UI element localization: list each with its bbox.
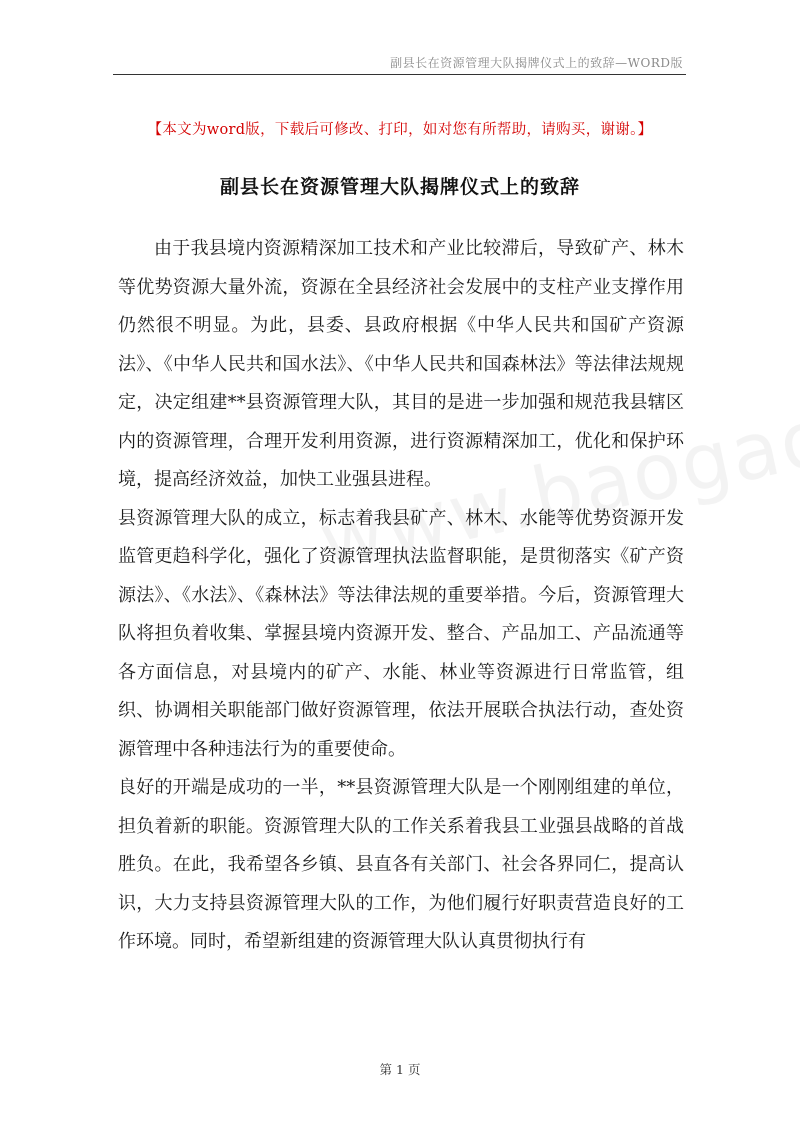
document-title: 副县长在资源管理大队揭牌仪式上的致辞 [219, 176, 580, 198]
paragraph-1: 由于我县境内资源精深加工技术和产业比较滞后，导致矿产、林木等优势资源大量外流，资源在全县经济社会发展中的支柱产业支撑作用仍然很不明显。为此，县委、县政府根据《中华人民共和国矿产资源法》、《中华人民共和国水法》、《中华人民共和国森林法》等法律法规规定，决定组建**县资源管理大队，其目的是进一步加强和规范我县辖区内的资源管理，合理开发利用资源，进行资源精深加工，优化和保护环境，提高经济效益，加快工业强县进程。 [118, 238, 684, 490]
paragraph-3: 良好的开端是成功的一半，**县资源管理大队是一个刚刚组建的单位，担负着新的职能。资源管理大队的工作关系着我县工业强县战略的首战胜负。在此，我希望各乡镇、县直各有关部门、社会各界同仁，提高认识，大力支持县资源管理大队的工作，为他们履行好职责营造良好的工作环境。同时，希望新组建的资源管理大队认真贯彻执行有 [118, 777, 684, 952]
header-title: 副县长在资源管理大队揭牌仪式上的致辞—WORD版 [390, 56, 683, 70]
page-number: 第 1 页 [379, 1062, 421, 1077]
paragraph-2: 县资源管理大队的成立，标志着我县矿产、林木、水能等优势资源开发监管更趋科学化，强化了资源管理执法监督职能，是贯彻落实《矿产资源法》、《水法》、《森林法》等法律法规的重要举措。今后，资源管理大队将担负着收集、掌握县境内资源开发、整合、产品加工、产品流通等各方面信息，对县境内的矿产、水能、林业等资源进行日常监管，组织、协调相关职能部门做好资源管理，依法开展联合执法行动，查处资源管理中各种违法行为的重要使命。 [118, 507, 684, 760]
header-divider [113, 74, 686, 75]
document-body [118, 230, 684, 962]
purchase-notice: 【本文为word版，下载后可修改、打印，如对您有所帮助，请购买，谢谢。】 [147, 122, 653, 138]
